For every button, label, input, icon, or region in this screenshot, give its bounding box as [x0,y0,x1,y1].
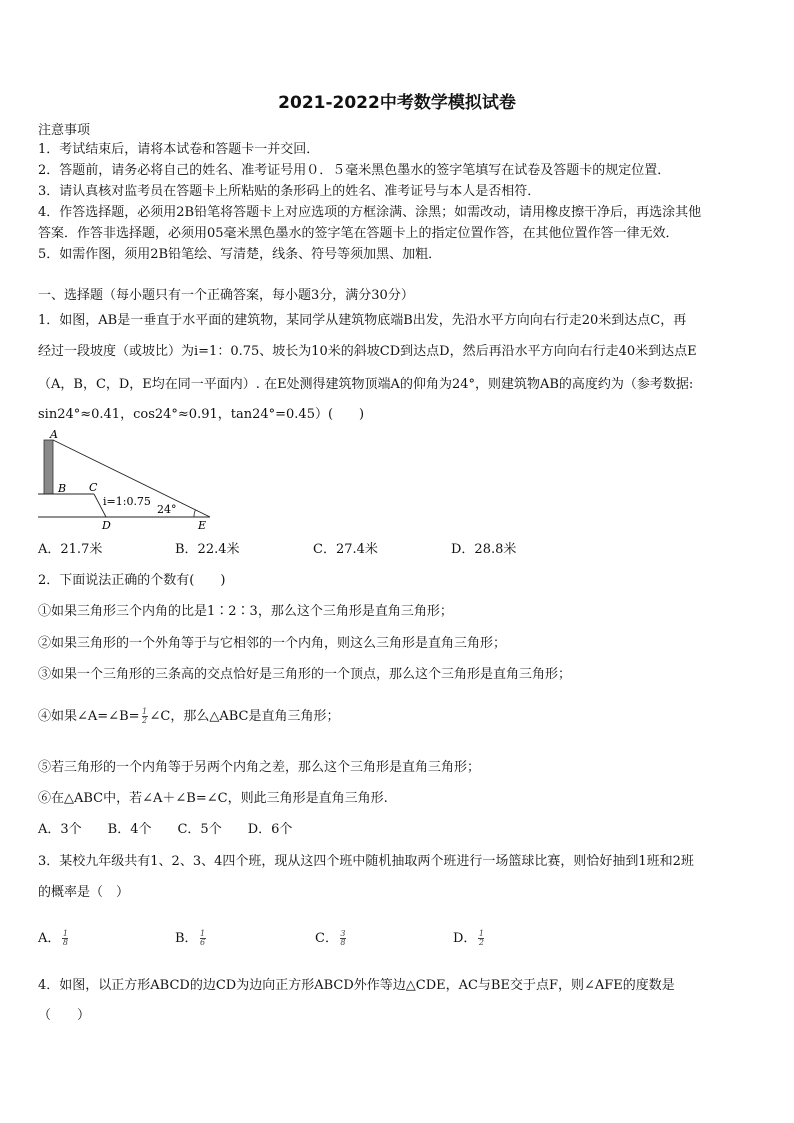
q2-statement-2: ②如果三角形的一个外角等于与它相邻的一个内角，则这么三角形是直角三角形； [38,636,507,651]
q1-option-b[interactable]: B．22.4米 [175,542,240,557]
q1-option-a[interactable]: A．21.7米 [38,542,103,557]
option-label: A． [38,931,61,946]
q3-option-d[interactable] [453,930,486,948]
q2-statement-3: ③如果一个三角形的三条高的交点恰好是三角形的一个顶点，那么这个三角形是直角三角形； [38,667,572,682]
denominator: 2 [141,716,148,725]
notice-item: 4．作答选择题，必须用2B铅笔将答题卡上对应选项的方框涂满、涂黑；如需改动，请用橡皮擦干净后，再选涂其他 [38,205,702,220]
q2-statement-1: ①如果三角形三个内角的比是1∶2∶3，那么这个三角形是直角三角形； [38,604,453,619]
notice-item: 3．请认真核对监考员在答题卡上所粘贴的条形码上的姓名、准考证号与本人是否相符． [38,184,541,199]
q3-option-b[interactable] [175,930,208,948]
option-label: C． [315,931,338,946]
notice-item: 1．考试结束后，请将本试卷和答题卡一并交回． [38,142,320,157]
question-2-stem: 2．下面说法正确的个数有( ) [38,573,226,588]
question-1-line: 1．如图，AB是一垂直于水平面的建筑物，某同学从建筑物底端B出发，先沿水平方向向右行走20米到达点C，再 [38,313,687,328]
numerator: 1 [200,929,206,938]
q2-s4-post: ∠C，那么△ABC是直角三角形； [149,709,340,724]
option-fraction [340,930,346,947]
notice-heading: 注意事项 [38,123,91,138]
question-3-line: 的概率是（ ） [38,885,130,900]
q2-options[interactable]: A．3个 B．4个 C．5个 D．6个 [38,822,293,837]
section-heading: 一、选择题（每小题只有一个正确答案，每小题3分，满分30分） [38,288,414,303]
angle-arc [194,510,196,517]
question-3-line: 3．某校九年级共有1、2、3、4四个班，现从这四个班中随机抽取两个班进行一场篮球比赛，则恰好抽到1班和2班 [38,854,694,869]
q1-option-d[interactable]: D．28.8米 [451,542,517,557]
q2-statement-5: ⑤若三角形的一个内角等于另两个内角之差，那么这个三角形是直角三角形； [38,760,481,775]
denominator: 2 [478,938,484,947]
question-4-line: 4．如图，以正方形ABCD的边CD为边向正方形ABCD外作等边△CDE，AC与BE交于点F，则∠AFE的度数是 [38,978,675,993]
option-fraction [62,930,68,947]
notice-item: 2．答题前，请务必将自己的姓名、准考证号用０．５毫米黑色墨水的签字笔填写在试卷及答题卡的规定位置． [38,163,671,178]
option-fraction [478,930,484,947]
notice-item: 5．如需作图，须用2B铅笔绘、写清楚，线条、符号等须加黑、加粗． [38,247,442,262]
numerator: 1 [141,707,148,716]
angle-label: 24° [157,503,177,516]
numerator: 1 [62,929,68,938]
q3-option-a[interactable] [38,930,70,948]
q2-s4-pre: ④如果∠A=∠B= [38,709,140,724]
option-fraction [200,930,206,947]
fraction-half [142,708,148,725]
denominator: 8 [340,938,346,947]
question-4-line: （ ） [38,1008,91,1023]
option-label: B． [175,931,198,946]
question-1-line: （A，B，C，D，E均在同一平面内）. 在E处测得建筑物顶端A的仰角为24°，则建筑物AB的高度约为（参考数据: [38,377,694,392]
building [44,440,53,494]
denominator: 6 [200,938,206,947]
question-1-figure [34,426,224,534]
numerator: 1 [478,929,484,938]
label-e: E [198,519,207,532]
numerator: 3 [340,929,346,938]
exam-title: 2021-2022中考数学模拟试卷 [278,93,516,113]
label-b: B [58,482,67,495]
option-label: D． [453,931,477,946]
label-a: A [50,428,58,441]
q1-option-c[interactable]: C．27.4米 [313,542,378,557]
q2-statement-6: ⑥在△ABC中，若∠A＋∠B=∠C，则此三角形是直角三角形. [38,791,388,806]
slope-label: i=1:0.75 [103,495,151,508]
question-1-line: 经过一段坡度（或坡比）为i=1：0.75、坡长为10米的斜坡CD到达点D，然后再沿水平方向向右行走40米到达点E [38,344,697,359]
label-c: C [89,481,98,494]
notice-item: 答案．作答非选择题，必须用05毫米黑色墨水的签字笔在答题卡上的指定位置作答，在其他位置作答一律无效． [38,226,679,241]
q3-option-c[interactable] [315,930,348,948]
question-1-line: sin24°≈0.41，cos24°≈0.91，tan24°=0.45）( ) [38,407,365,422]
denominator: 8 [62,938,68,947]
label-d: D [102,519,111,532]
q2-statement-4 [38,708,339,726]
